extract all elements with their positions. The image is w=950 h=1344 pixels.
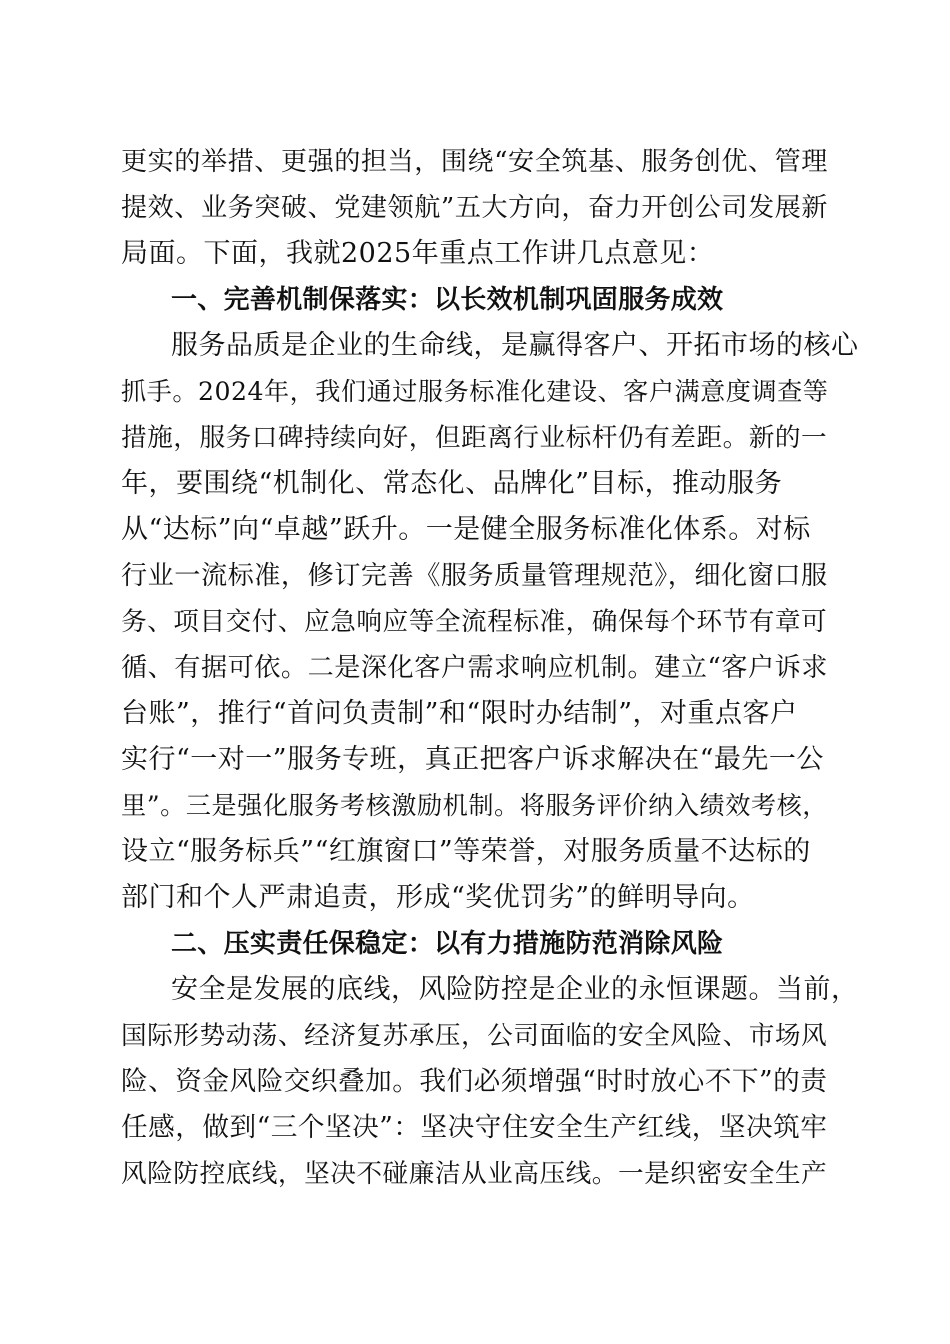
paragraph-line: 风险防控底线，坚决不碰廉洁从业高压线。一是织密安全生产 (121, 1159, 828, 1189)
paragraph-line: 提效、业务突破、党建领航”五大方向，奋力开创公司发展新 (121, 193, 828, 223)
paragraph-line: 任感，做到“三个坚决”：坚决守住安全生产红线，坚决筑牢 (121, 1112, 828, 1143)
paragraph-line: 安全是发展的底线，风险防控是企业的永恒课题。当前， (171, 974, 859, 1005)
paragraph-line: 从“达标”向“卓越”跃升。一是健全服务标准化体系。对标 (121, 514, 811, 545)
section-heading-1: 一、完善机制保落实：以长效机制巩固服务成效 (171, 285, 724, 315)
paragraph-line: 台账”，推行“首问负责制”和“限时办结制”，对重点客户 (121, 698, 798, 729)
paragraph-line: 措施，服务口碑持续向好，但距离行业标杆仍有差距。新的一 (121, 423, 828, 453)
paragraph-line: 务、项目交付、应急响应等全流程标准，确保每个环节有章可 (121, 607, 828, 637)
paragraph-line: 抓手。2024年，我们通过服务标准化建设、客户满意度调查等 (121, 377, 829, 406)
section-heading-2: 二、压实责任保稳定：以有力措施防范消除风险 (171, 929, 724, 959)
paragraph-line: 实行“一对一”服务专班，真正把客户诉求解决在“最先一公 (121, 744, 824, 775)
paragraph-line: 国际形势动荡、经济复苏承压，公司面临的安全风险、市场风 (121, 1021, 828, 1051)
paragraph-line: 行业一流标准，修订完善《服务质量管理规范》，细化窗口服 (121, 561, 828, 591)
paragraph-line: 险、资金风险交织叠加。我们必须增强“时时放心不下”的责 (121, 1066, 828, 1097)
paragraph-line: 循、有据可依。二是深化客户需求响应机制。建立“客户诉求 (121, 653, 828, 683)
paragraph-line: 里”。三是强化服务考核激励机制。将服务评价纳入绩效考核， (121, 791, 828, 820)
paragraph-line: 更实的举措、更强的担当，围绕“安全筑基、服务创优、管理 (121, 147, 828, 177)
paragraph-line: 设立“服务标兵”“红旗窗口”等荣誉，对服务质量不达标的 (121, 836, 811, 867)
paragraph-line: 局面。下面，我就2025年重点工作讲几点意见： (121, 238, 715, 269)
paragraph-line: 服务品质是企业的生命线，是赢得客户、开拓市场的核心 (171, 330, 859, 361)
paragraph-line: 部门和个人严肃追责，形成“奖优罚劣”的鲜明导向。 (121, 882, 755, 913)
paragraph-line: 年，要围绕“机制化、常态化、品牌化”目标，推动服务 (121, 468, 783, 499)
